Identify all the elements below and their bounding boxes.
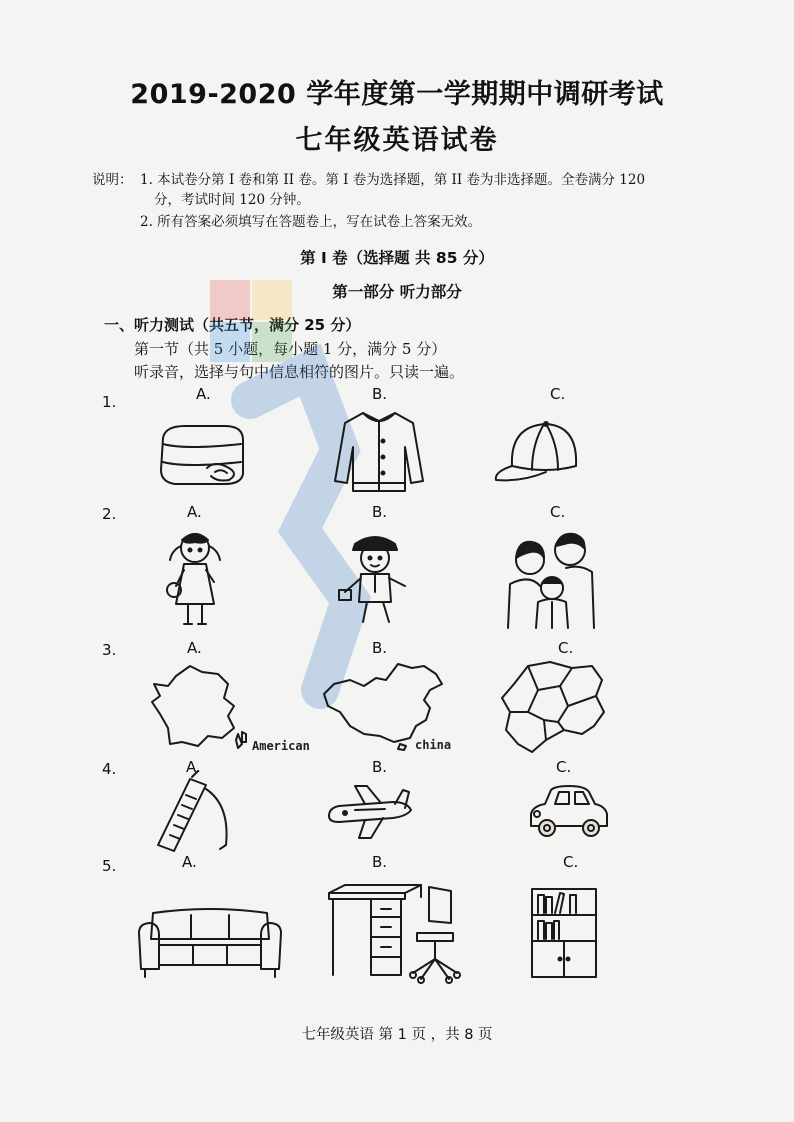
option-label-a: A. [186,758,201,776]
instructions-label: 说明： [92,172,133,188]
question-number: 2. [102,505,117,523]
option-label-c: C. [558,639,574,657]
option-label-b: B. [372,385,388,403]
option-label-c: C. [563,853,579,871]
option-label-a: A. [182,853,197,871]
option-label-b: B. [372,503,388,521]
volume-title: 第 I 卷（选择题 共 85 分） [300,249,494,267]
bookcase-icon [528,885,600,981]
option-label-a: A. [196,385,211,403]
map-france-icon [146,662,246,752]
car-icon [525,782,611,844]
section-instruction: 听录音，选择与句中信息相符的图片。只读一遍。 [134,363,465,381]
cap-icon [492,420,588,486]
option-label-a: A. [187,503,202,521]
option-label-b: B. [372,758,388,776]
map-label-china: china [415,738,452,752]
jacket-icon [333,407,425,495]
boy-icon [335,528,415,628]
instructions-line1b: 分，考试时间 120 分钟。 [154,192,310,208]
question-number: 1. [102,393,117,411]
exam-subtitle: 七年级英语试卷 [295,125,499,156]
option-label-c: C. [550,385,566,403]
desk-chair-icon [325,883,465,983]
question-number: 5. [102,857,117,875]
sofa-icon [135,905,285,980]
instructions-line1: 1. 本试卷分第 I 卷和第 II 卷。第 I 卷为选择题，第 II 卷为非选择题。全卷满分 120 [140,172,646,188]
map-china-icon [320,660,450,750]
section-sub-heading: 第一节（共 5 小题，每小题 1 分，满分 5 分） [134,340,447,358]
instructions-line2: 2. 所有答案必须填写在答题卷上，写在试卷上答案无效。 [140,214,482,230]
option-label-a: A. [187,639,202,657]
question-number: 4. [102,760,117,778]
exam-title: 2019-2020 学年度第一学期期中调研考试 [130,79,664,110]
map-region-icon [498,660,608,758]
question-number: 3. [102,641,117,659]
section-heading: 一、听力测试（共五节，满分 25 分） [104,316,361,334]
plane-icon [325,782,415,842]
phone-icon [150,775,240,855]
option-label-c: C. [556,758,572,776]
option-label-b: B. [372,853,388,871]
option-label-b: B. [372,639,388,657]
island-icon [238,730,250,744]
map-label-american: American [252,739,310,753]
part-title: 第一部分 听力部分 [332,283,462,301]
girl-icon [160,530,230,630]
option-label-c: C. [550,503,566,521]
quilt-icon [155,418,250,488]
family-icon [500,528,600,630]
page-footer: 七年级英语 第 1 页 ，共 8 页 [301,1027,493,1043]
